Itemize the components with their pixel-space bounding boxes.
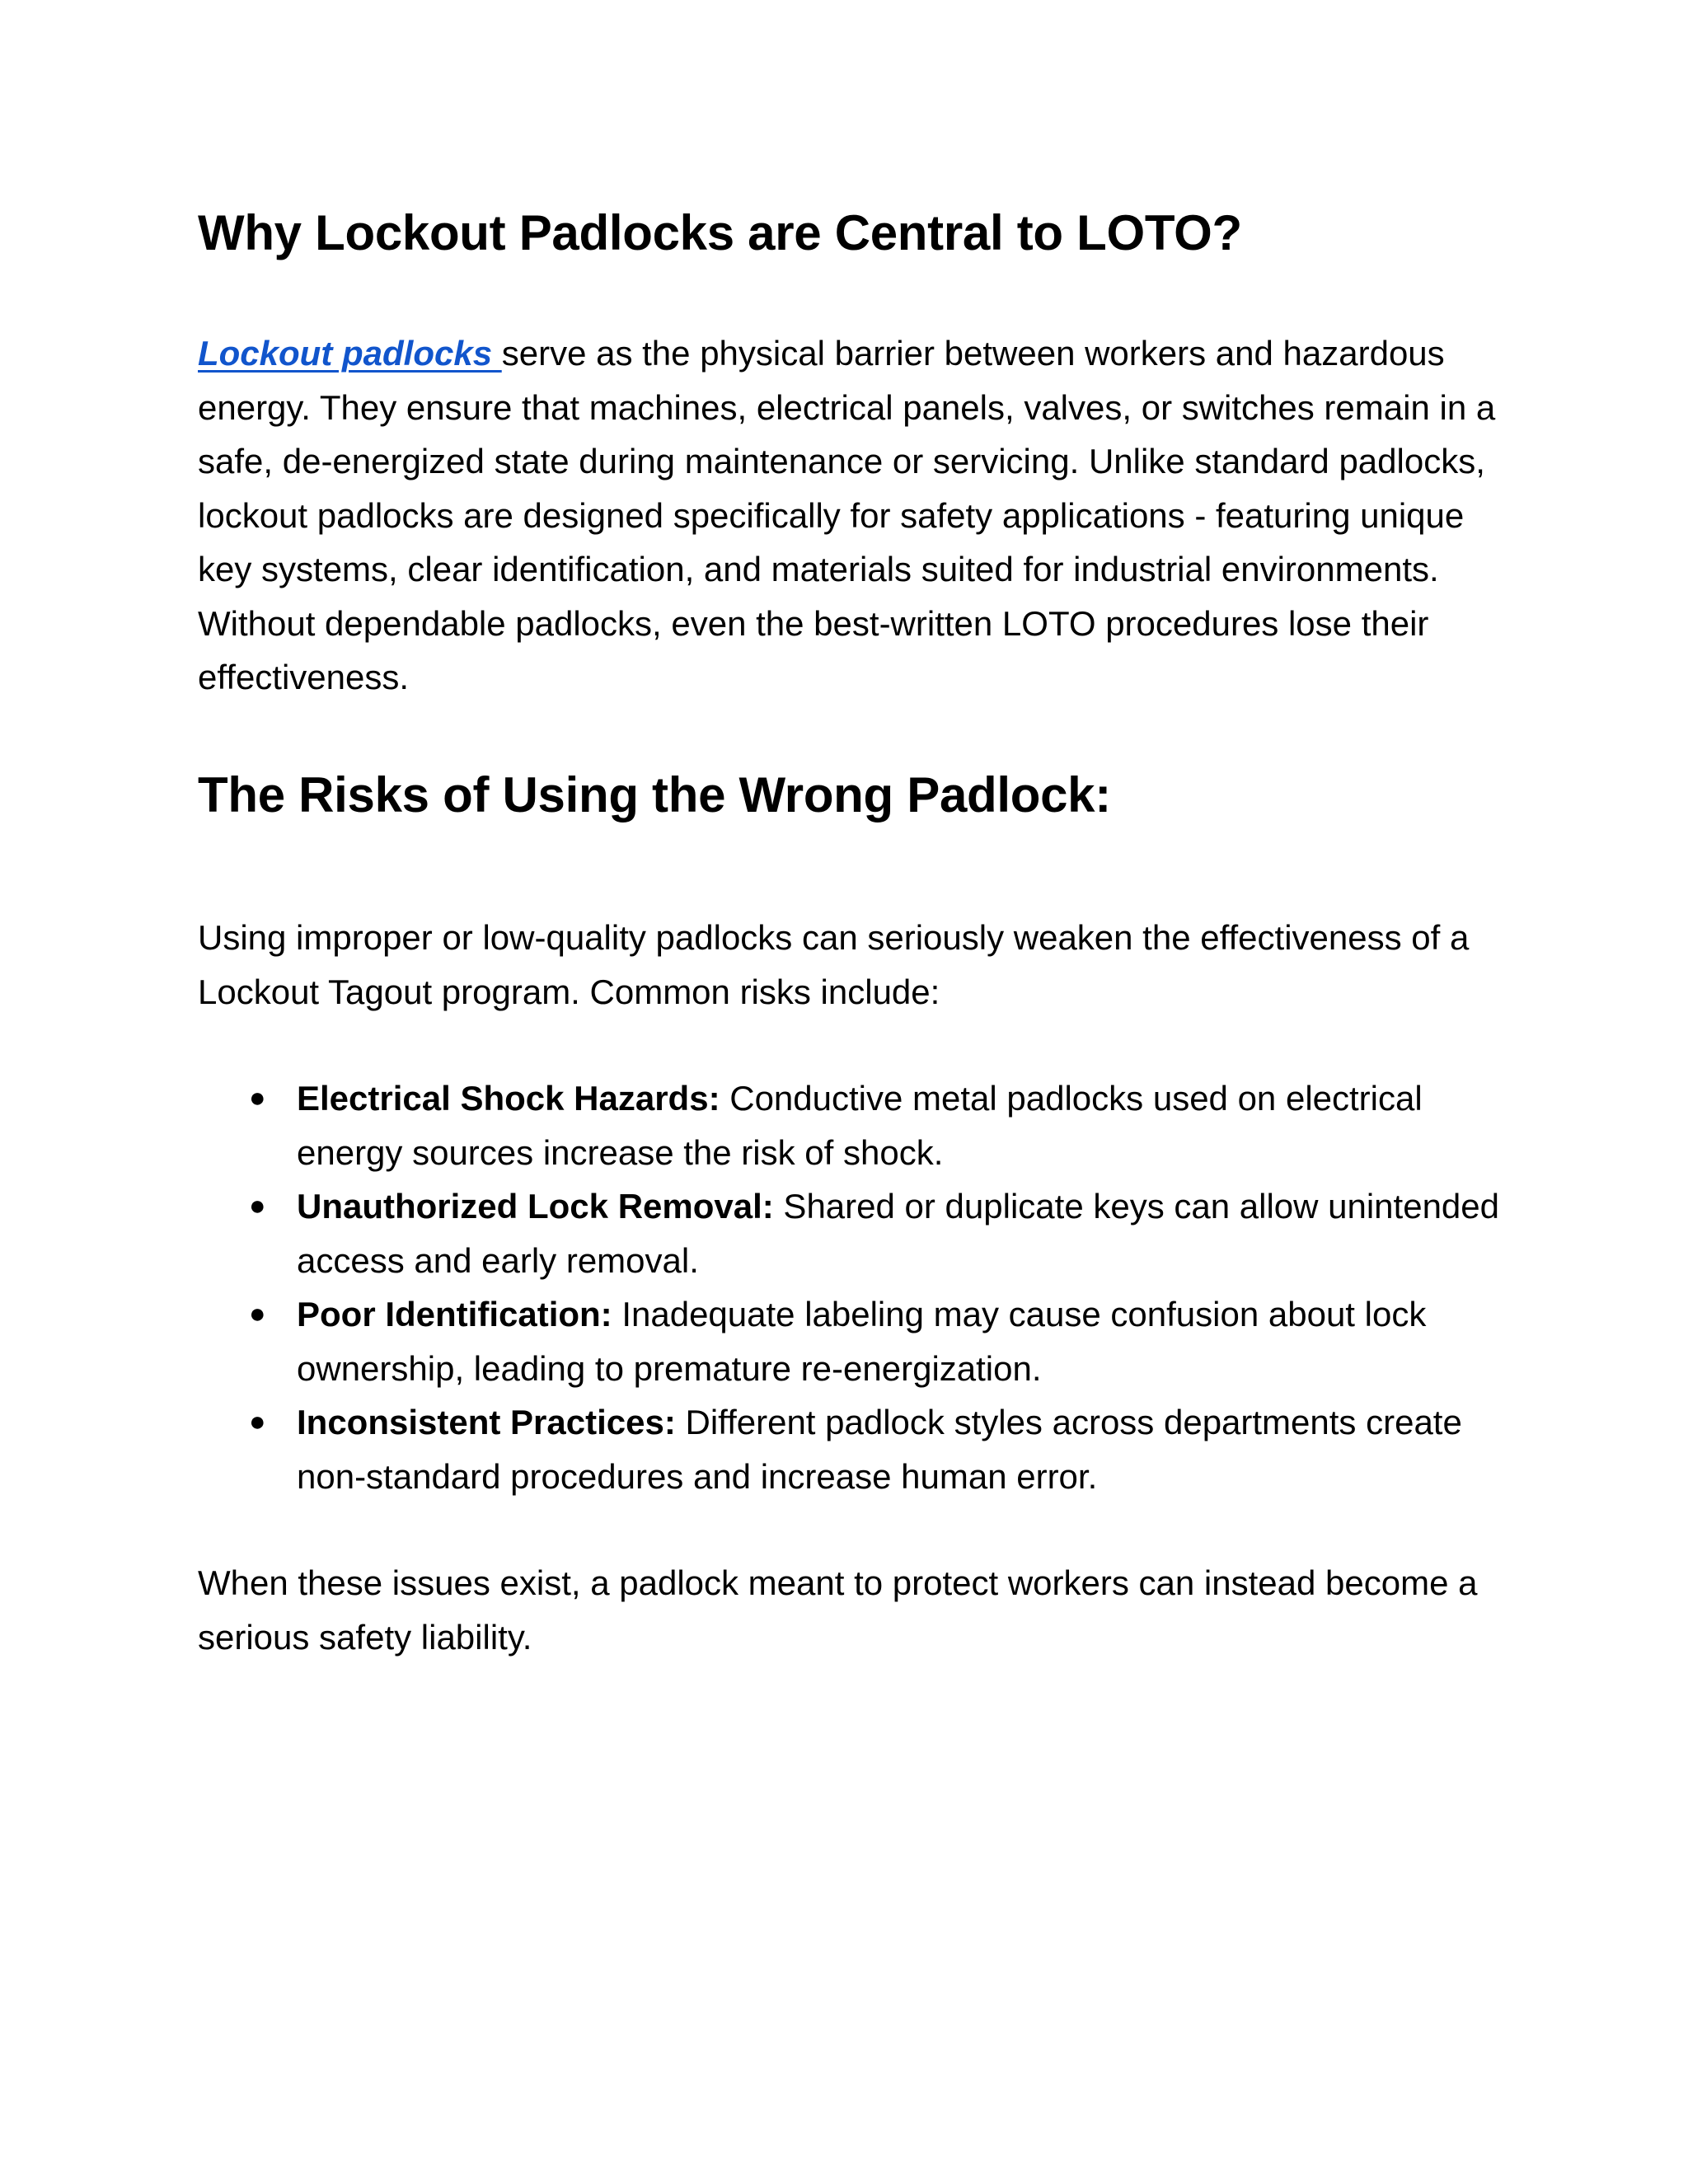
intro-paragraph bbox=[198, 326, 1517, 705]
section-title-why-lockout-padlocks: Why Lockout Padlocks are Central to LOTO? bbox=[198, 205, 1242, 260]
bullet-icon: ● bbox=[249, 1406, 266, 1437]
bullet-icon: ● bbox=[249, 1082, 266, 1113]
list-item bbox=[198, 1395, 1517, 1503]
conclusion-paragraph: When these issues exist, a padlock meant to protect workers can instead become a serious safety liability. bbox=[198, 1563, 1478, 1657]
risk-label: Unauthorized Lock Removal: bbox=[297, 1187, 774, 1226]
risk-text: Conductive metal padlocks used on electrical energy sources increase the risk of shock. bbox=[297, 1079, 1423, 1172]
list-item bbox=[198, 1179, 1517, 1287]
risk-text: Shared or duplicate keys can allow unintended access and early removal. bbox=[297, 1187, 1500, 1280]
risks-intro-paragraph: Using improper or low-quality padlocks can seriously weaken the effectiveness of a Lockout Tagout program. Common risks include: bbox=[198, 918, 1470, 1011]
list-item bbox=[198, 1287, 1517, 1395]
intro-paragraph-text: serve as the physical barrier between workers and hazardous energy. They ensure that machines, electrical panels, valves, or switches remain in a safe, de-energized state during maintenance or servicing. Unlike standard padlocks, lockout padlocks are designed specifically for safety applications - featuring unique key systems, clear identification, and materials suited for industrial environments. Without dependable padlocks, even the best-written LOTO procedures lose their effectiveness. bbox=[198, 334, 1496, 696]
risk-label: Inconsistent Practices: bbox=[297, 1403, 676, 1441]
lockout-padlocks-link[interactable]: Lockout padlocks bbox=[198, 334, 502, 373]
bullet-icon: ● bbox=[249, 1298, 266, 1329]
risk-label: Electrical Shock Hazards: bbox=[297, 1079, 720, 1118]
bullet-icon: ● bbox=[249, 1190, 266, 1221]
risk-label: Poor Identification: bbox=[297, 1295, 612, 1333]
risk-text: Different padlock styles across departments create non-standard procedures and increase human error. bbox=[297, 1403, 1462, 1496]
risks-list bbox=[198, 1071, 1517, 1503]
risk-text: Inadequate labeling may cause confusion about lock ownership, leading to premature re-energization. bbox=[297, 1295, 1427, 1388]
list-item bbox=[198, 1071, 1517, 1179]
section-title-risks: The Risks of Using the Wrong Padlock: bbox=[198, 767, 1111, 823]
